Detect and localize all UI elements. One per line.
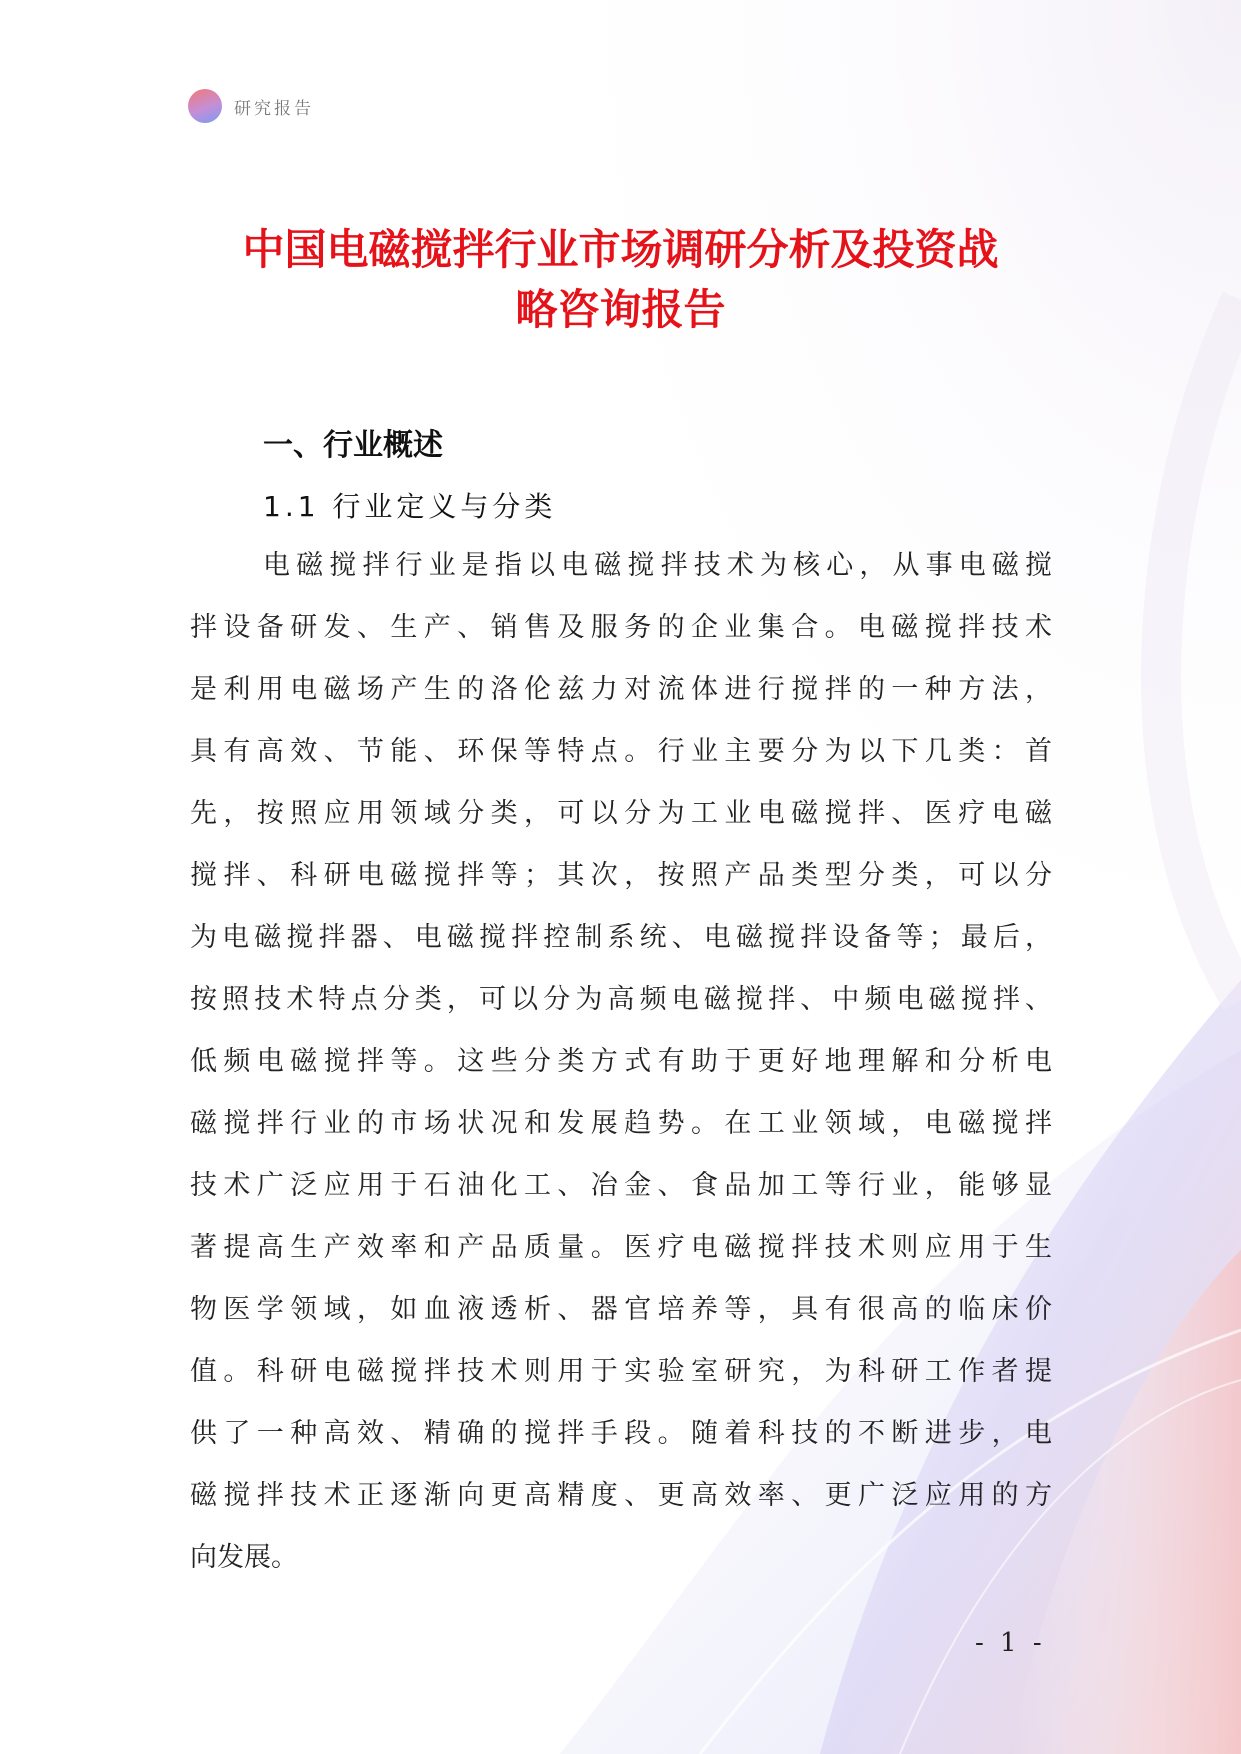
section-heading: 一、行业概述 <box>263 428 443 463</box>
paragraph-line: 技术广泛应用于石油化工、冶金、食品加工等行业，能够显 <box>190 1170 1052 1201</box>
paragraph-line: 为电磁搅拌器、电磁搅拌控制系统、电磁搅拌设备等；最后， <box>190 922 1052 953</box>
document-title <box>150 220 1091 340</box>
paragraph-line: 供了一种高效、精确的搅拌手段。随着科技的不断进步，电 <box>190 1418 1052 1449</box>
paragraph-line: 是利用电磁场产生的洛伦兹力对流体进行搅拌的一种方法， <box>190 674 1052 705</box>
subsection-heading: 1.1 行业定义与分类 <box>263 490 557 523</box>
paragraph-line: 低频电磁搅拌等。这些分类方式有助于更好地理解和分析电 <box>190 1046 1052 1077</box>
report-header <box>188 89 314 123</box>
paragraph-line: 具有高效、节能、环保等特点。行业主要分为以下几类：首 <box>190 736 1052 767</box>
body-paragraph <box>190 535 1052 1589</box>
logo-circle-icon <box>188 89 222 123</box>
paragraph-line: 值。科研电磁搅拌技术则用于实验室研究，为科研工作者提 <box>190 1356 1052 1387</box>
paragraph-line: 磁搅拌行业的市场状况和发展趋势。在工业领域，电磁搅拌 <box>190 1108 1052 1139</box>
paragraph-line: 搅拌、科研电磁搅拌等；其次，按照产品类型分类，可以分 <box>190 860 1052 891</box>
paragraph-line: 物医学领域，如血液透析、器官培养等，具有很高的临床价 <box>190 1294 1052 1325</box>
paragraph-line: 先，按照应用领域分类，可以分为工业电磁搅拌、医疗电磁 <box>190 798 1052 829</box>
header-label: 研究报告 <box>234 98 314 119</box>
paragraph-line: 拌设备研发、生产、销售及服务的企业集合。电磁搅拌技术 <box>190 612 1052 643</box>
paragraph-line: 电磁搅拌行业是指以电磁搅拌技术为核心，从事电磁搅 <box>263 550 1052 581</box>
title-line-1: 中国电磁搅拌行业市场调研分析及投资战 <box>242 225 999 274</box>
paragraph-line: 向发展。 <box>190 1542 298 1573</box>
paragraph-line: 磁搅拌技术正逐渐向更高精度、更高效率、更广泛应用的方 <box>190 1480 1052 1511</box>
paragraph-line: 按照技术特点分类，可以分为高频电磁搅拌、中频电磁搅拌、 <box>190 984 1052 1015</box>
paragraph-line: 著提高生产效率和产品质量。医疗电磁搅拌技术则应用于生 <box>190 1232 1052 1263</box>
title-line-2: 略咨询报告 <box>515 285 726 334</box>
page-number: - 1 - <box>975 1628 1046 1658</box>
